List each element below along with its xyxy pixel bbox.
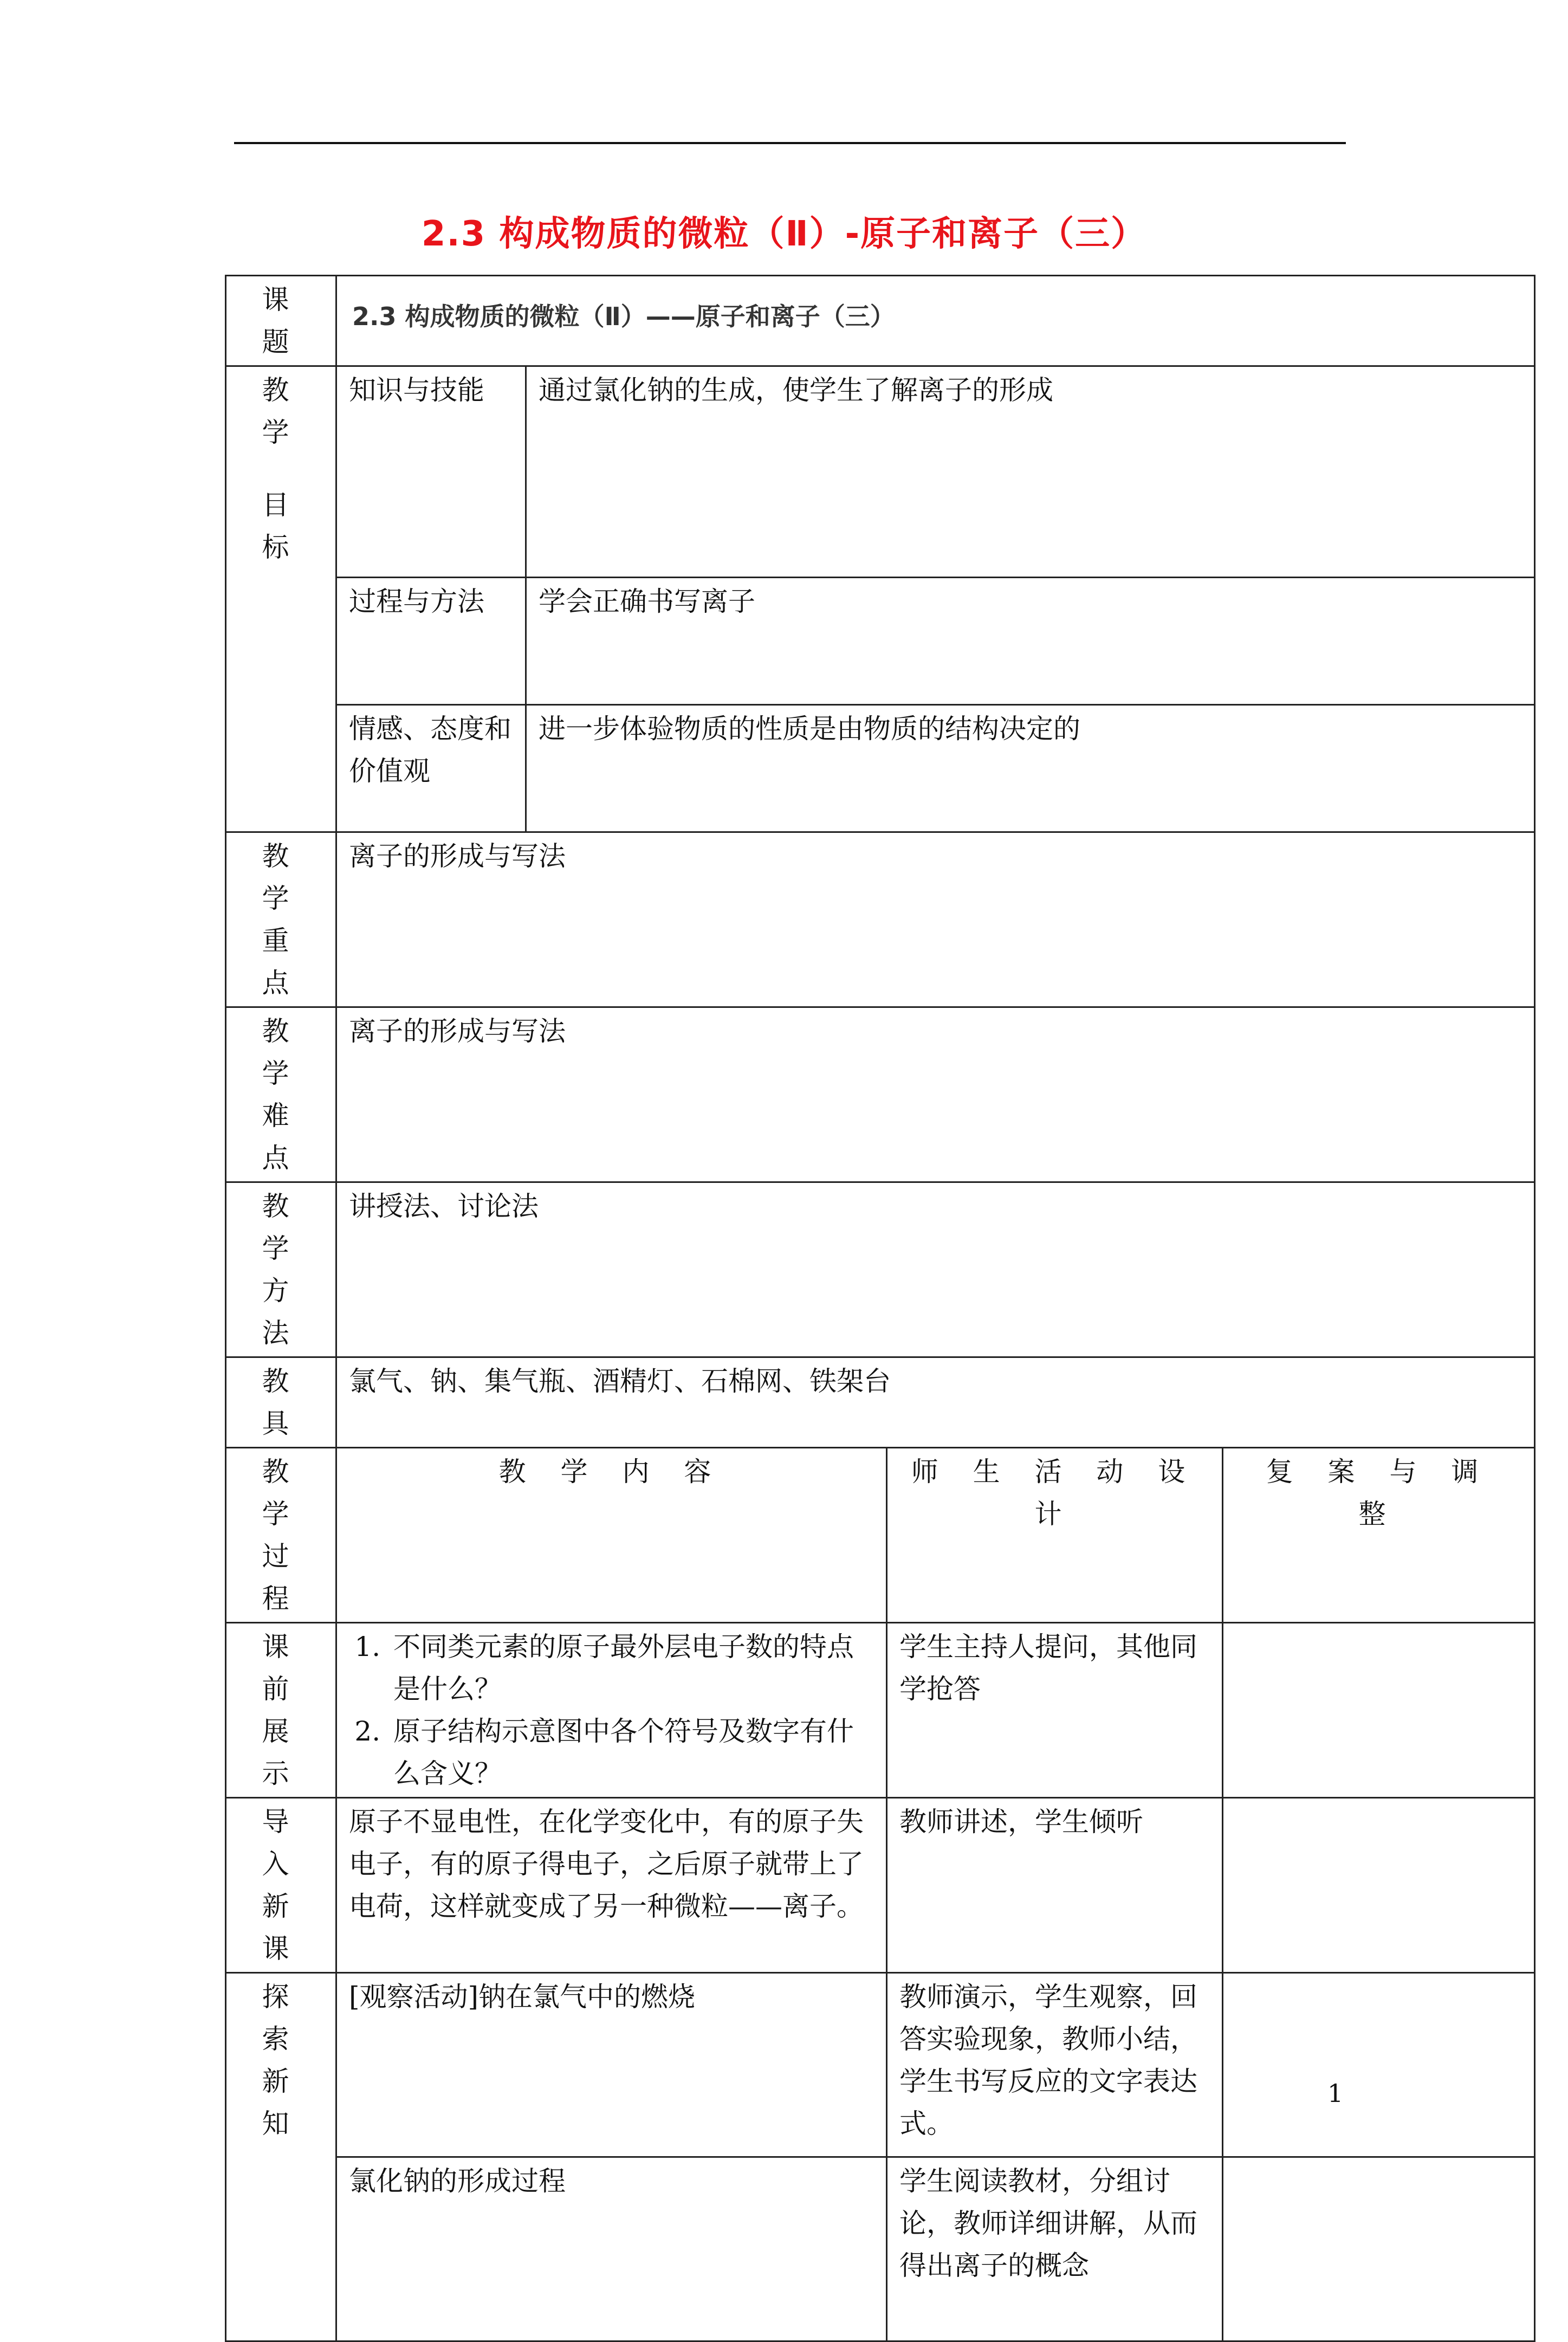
preview-activity: 学生主持人提问，其他同学抢答	[887, 1623, 1223, 1798]
explore-review-2	[1223, 2157, 1535, 2341]
difficulty-value: 离子的形成与写法	[336, 1007, 1535, 1182]
key-point-label	[226, 832, 336, 1007]
intro-review	[1223, 1798, 1535, 1973]
preview-question-list	[337, 1626, 874, 1795]
activity-column-header: 师 生 活 动 设 计	[887, 1448, 1223, 1623]
page-number: 1	[1327, 2079, 1344, 2108]
intro-label	[226, 1798, 336, 1973]
preview-review	[1223, 1623, 1535, 1798]
lesson-title: 2.3 构成物质的微粒（Ⅱ）——原子和离子（三）	[352, 302, 895, 331]
content-column-header: 教 学 内 容	[336, 1448, 887, 1623]
explore-content-2: 氯化钠的形成过程	[336, 2157, 887, 2341]
teaching-process-label-line2: 过 程	[262, 1541, 300, 1614]
preview-content	[336, 1623, 887, 1798]
explore-content-1: [观察活动]钠在氯气中的燃烧	[336, 1973, 887, 2157]
process-header-row	[226, 1448, 1535, 1623]
method-label-line2: 方 法	[262, 1275, 300, 1349]
objectives-label-line1: 教 学	[262, 374, 300, 448]
explore-review-1	[1223, 1973, 1535, 2157]
preview-label-line2: 展 示	[262, 1716, 300, 1789]
process-label: 过程与方法	[336, 578, 526, 705]
tools-value: 氯气、钠、集气瓶、酒精灯、石棉网、铁架台	[336, 1357, 1535, 1448]
method-value: 讲授法、讨论法	[336, 1182, 1535, 1357]
review-column-header: 复 案 与 调 整	[1223, 1448, 1535, 1623]
key-point-value: 离子的形成与写法	[336, 832, 1535, 1007]
preview-question: 1. 不同类元素的原子最外层电子数的特点是什么？	[389, 1626, 874, 1710]
attitude-label-line1: 情感、态度和	[349, 713, 511, 745]
teaching-process-label-line1: 教 学	[262, 1456, 300, 1530]
explore-label	[226, 1973, 336, 2341]
key-point-label-line2: 重 点	[262, 925, 300, 999]
intro-label-line2: 新 课	[262, 1891, 300, 1964]
process-value: 学会正确书写离子	[526, 578, 1535, 705]
objectives-label-line2: 目 标	[262, 489, 300, 563]
key-point-row	[226, 832, 1535, 1007]
intro-content: 原子不显电性，在化学变化中，有的原子失电子，有的原子得电子，之后原子就带上了电荷，这样就变成了另一种微粒——离子。	[336, 1798, 887, 1973]
objective-process-row	[226, 578, 1535, 705]
intro-label-line1: 导 入	[262, 1806, 300, 1880]
teaching-process-label	[226, 1448, 336, 1623]
objective-attitude-row	[226, 705, 1535, 832]
preview-label-line1: 课 前	[262, 1631, 300, 1705]
method-label	[226, 1182, 336, 1357]
method-label-line1: 教 学	[262, 1191, 300, 1264]
topic-row	[226, 276, 1535, 366]
explore-label-line1: 探 索	[262, 1981, 300, 2055]
topic-label: 课 题	[226, 276, 336, 366]
objective-knowledge-row	[226, 366, 1535, 578]
tools-row	[226, 1357, 1535, 1448]
preview-label	[226, 1623, 336, 1798]
document-title: 2.3 构成物质的微粒（Ⅱ）-原子和离子（三）	[421, 214, 1147, 254]
difficulty-label	[226, 1007, 336, 1182]
objectives-label	[226, 366, 336, 832]
key-point-label-line1: 教 学	[262, 840, 300, 914]
attitude-label-line2: 价值观	[349, 755, 430, 787]
preview-row	[226, 1623, 1535, 1798]
attitude-value: 进一步体验物质的性质是由物质的结构决定的	[526, 705, 1535, 832]
topic-cell	[336, 276, 1535, 366]
lesson-plan-table	[225, 275, 1535, 2342]
explore-row-1	[226, 1973, 1535, 2157]
knowledge-value: 通过氯化钠的生成，使学生了解离子的形成	[526, 366, 1535, 578]
attitude-label	[336, 705, 526, 832]
tools-label: 教 具	[226, 1357, 336, 1448]
preview-question: 2. 原子结构示意图中各个符号及数字有什么含义？	[389, 1710, 874, 1795]
intro-row	[226, 1798, 1535, 1973]
difficulty-label-line2: 难 点	[262, 1100, 300, 1174]
explore-row-2	[226, 2157, 1535, 2341]
intro-activity: 教师讲述，学生倾听	[887, 1798, 1223, 1973]
difficulty-row	[226, 1007, 1535, 1182]
explore-activity-1: 教师演示，学生观察，回答实验现象，教师小结，学生书写反应的文字表达式。	[887, 1973, 1223, 2157]
header-rule	[234, 142, 1346, 144]
method-row	[226, 1182, 1535, 1357]
explore-label-line2: 新 知	[262, 2066, 300, 2139]
knowledge-label: 知识与技能	[336, 366, 526, 578]
explore-activity-2: 学生阅读教材，分组讨论，教师详细讲解，从而得出离子的概念	[887, 2157, 1223, 2341]
difficulty-label-line1: 教 学	[262, 1015, 300, 1089]
